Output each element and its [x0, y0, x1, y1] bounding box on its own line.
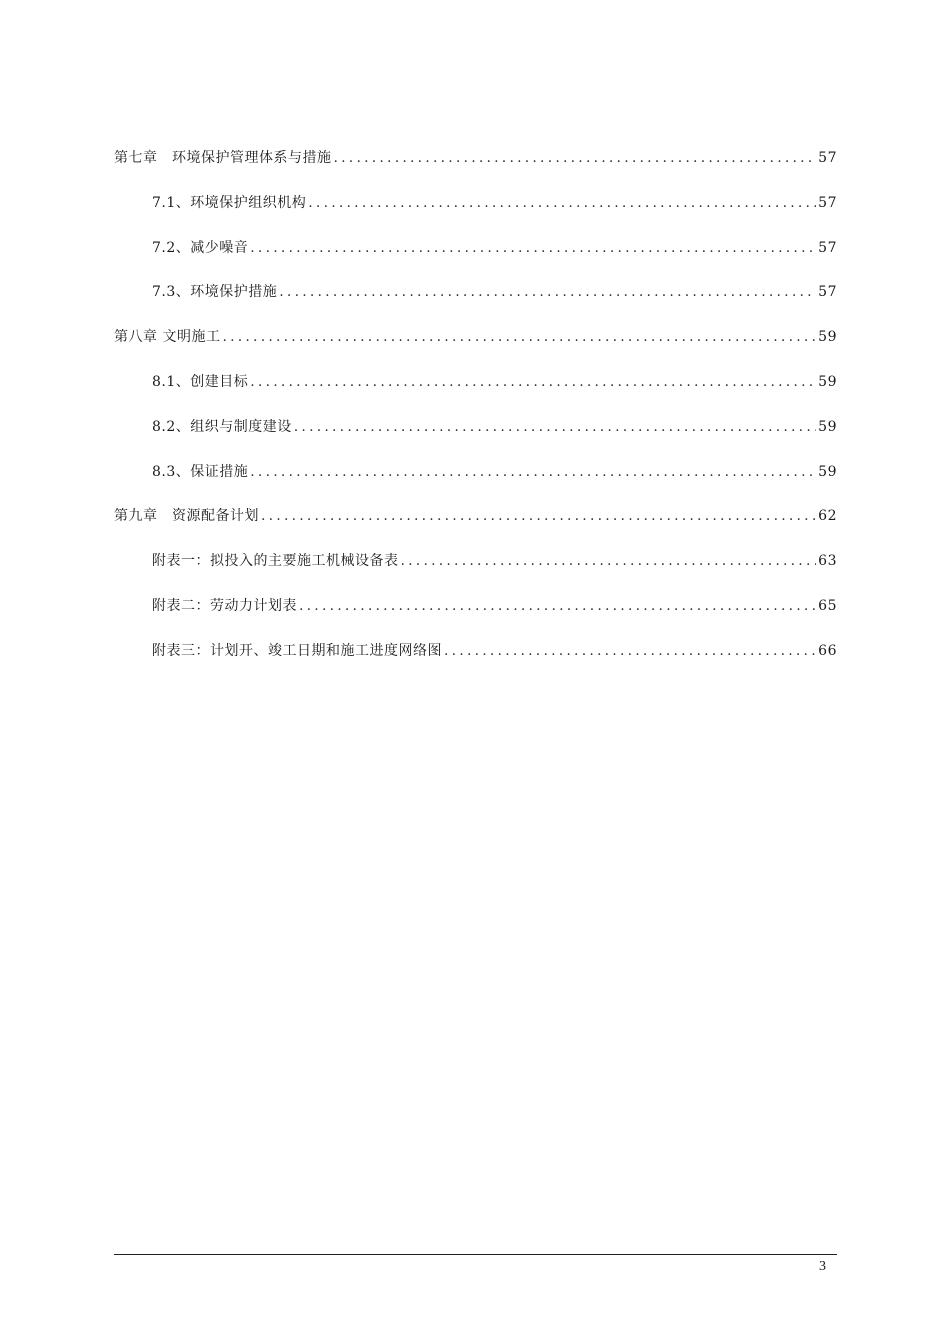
toc-dot-leader: [299, 592, 816, 620]
toc-entry-page: 63: [818, 553, 837, 570]
toc-dot-leader: [250, 234, 816, 262]
toc-entry-chapter-8[interactable]: [114, 323, 837, 368]
toc-dot-leader: [401, 547, 817, 575]
footer-divider: [114, 1254, 837, 1255]
toc-dot-leader: [294, 413, 816, 441]
toc-entry-7-3[interactable]: [114, 278, 837, 323]
toc-entry-page: 57: [818, 194, 837, 211]
toc-entry-title: 8.3、保证措施: [152, 463, 249, 480]
toc-dot-leader: [261, 502, 816, 530]
toc-dot-leader: [250, 458, 816, 486]
toc-entry-chapter-9[interactable]: [114, 502, 837, 547]
toc-entry-page: 62: [818, 508, 837, 525]
toc-entry-page: 59: [818, 329, 837, 346]
toc-entry-7-2[interactable]: [114, 234, 837, 279]
toc-entry-page: 59: [818, 418, 837, 435]
toc-entry-chapter-7[interactable]: [114, 144, 837, 189]
toc-entry-title: 附表二：劳动力计划表: [152, 597, 297, 614]
toc-entry-page: 57: [818, 284, 837, 301]
toc-dot-leader: [279, 278, 816, 306]
toc-entry-page: 57: [818, 150, 837, 166]
toc-entry-title: 第七章 环境保护管理体系与措施: [114, 150, 332, 166]
toc-dot-leader: [334, 144, 817, 172]
toc-entry-title: 7.2、减少噪音: [152, 239, 249, 256]
toc-dot-leader: [308, 189, 816, 217]
table-of-contents: [114, 144, 837, 682]
toc-entry-7-1[interactable]: [114, 189, 837, 234]
toc-entry-title: 7.3、环境保护措施: [152, 284, 278, 301]
toc-entry-page: 57: [818, 239, 837, 256]
toc-entry-title: 附表三：计划开、竣工日期和施工进度网络图: [152, 642, 442, 659]
toc-entry-title: 8.2、组织与制度建设: [152, 418, 292, 435]
toc-entry-title: 8.1、创建目标: [152, 373, 249, 390]
toc-entry-8-1[interactable]: [114, 368, 837, 413]
toc-entry-8-3[interactable]: [114, 458, 837, 503]
toc-entry-page: 66: [818, 642, 837, 659]
toc-entry-8-2[interactable]: [114, 413, 837, 458]
toc-entry-page: 65: [818, 597, 837, 614]
toc-entry-page: 59: [818, 463, 837, 480]
toc-entry-title: 附表一：拟投入的主要施工机械设备表: [152, 553, 399, 570]
toc-dot-leader: [222, 323, 816, 351]
toc-entry-title: 第九章 资源配备计划: [114, 508, 259, 525]
toc-entry-appendix-3[interactable]: [114, 637, 837, 682]
footer-page-number: 3: [819, 1259, 826, 1274]
toc-entry-page: 59: [818, 373, 837, 390]
toc-entry-appendix-1[interactable]: [114, 547, 837, 592]
toc-entry-title: 第八章 文明施工: [114, 329, 221, 346]
toc-entry-appendix-2[interactable]: [114, 592, 837, 637]
toc-entry-title: 7.1、环境保护组织机构: [152, 194, 307, 211]
toc-dot-leader: [444, 637, 816, 665]
toc-dot-leader: [250, 368, 816, 396]
